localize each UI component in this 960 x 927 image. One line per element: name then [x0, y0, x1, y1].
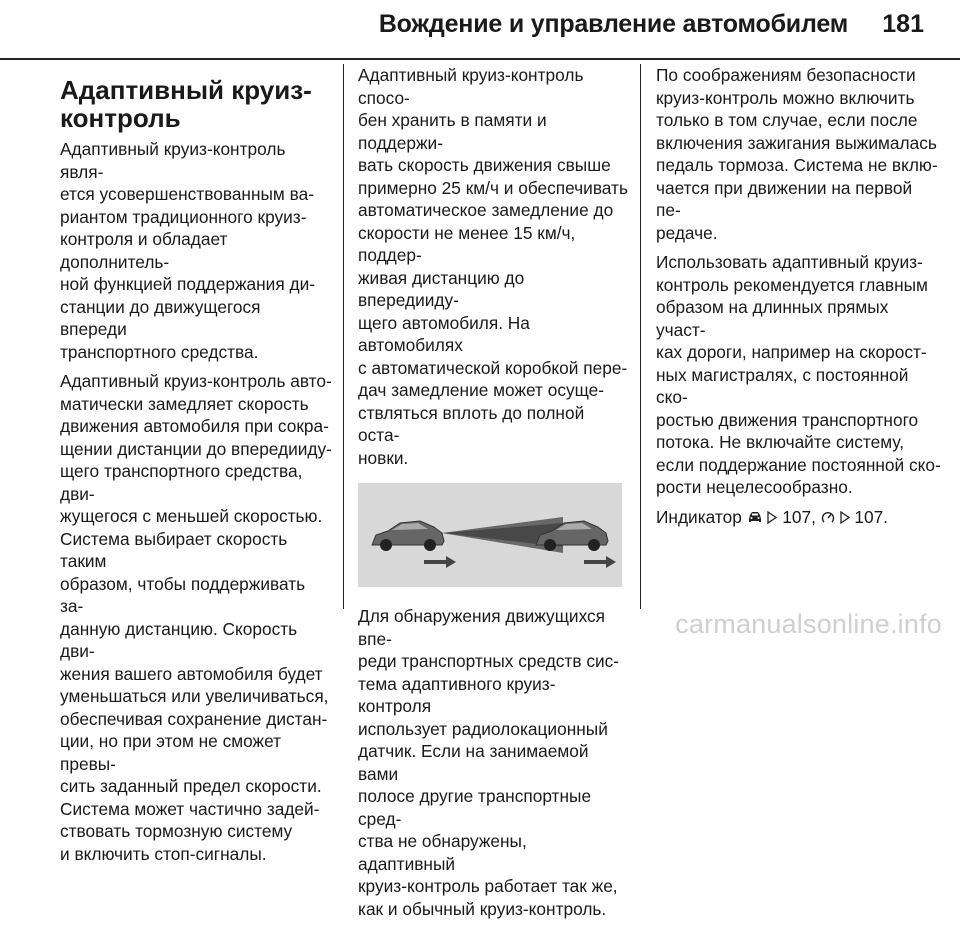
direction-arrow-icon — [584, 556, 616, 568]
acc-illustration — [358, 483, 622, 587]
direction-arrow-icon — [424, 556, 456, 568]
following-car-icon — [372, 521, 444, 551]
cruise-icon — [821, 506, 835, 529]
col1-paragraph-2: Адаптивный круиз-контроль авто- матически замедляет скорость движения автомобиля при сокра- щении дистанции до впередииду- щего транспортного средства, дви- жущегося с меньшей скоростью. Система выбирает скорость таким образом, чтобы поддерживать за- данную дистанцию. Скорость дви- жения вашего автомобиля будет уменьшаться или увеличиваться, обеспечивая сохранение дистан- ции, но при этом не сможет превы- сить заданный предел скорости. Система может частично задей- ствовать тормозную систему и включить стоп-сигналы. — [60, 371, 332, 864]
header-title: Вождение и управление автомобилем — [378, 10, 848, 38]
reference-arrow-icon[interactable] — [840, 506, 850, 529]
car-icon — [747, 506, 763, 529]
reference-arrow-icon[interactable] — [767, 506, 777, 529]
indicator-line — [656, 506, 941, 529]
page-reference-2[interactable]: 107. — [854, 506, 888, 527]
section-title: Адаптивный круиз- контроль — [60, 75, 312, 133]
column-1 — [60, 64, 332, 872]
col1-paragraph-1: Адаптивный круиз-контроль явля- ется усовершенствованным ва- риантом традиционного круиз- контроля и обладает дополнитель- ной функцией поддержания ди- станции до движущегося впереди транспортного средства. — [60, 139, 315, 362]
acc-diagram-svg — [358, 483, 622, 587]
page-number: 181 — [882, 10, 924, 38]
header-rule — [0, 58, 960, 60]
column-divider-1 — [343, 64, 344, 609]
col3-paragraph-1: По соображениям безопасности круиз-контроль можно включить только в том случае, если после включения зажигания выжималась педаль тормоза. Система не вклю- чается при движении на первой пе- редаче. — [656, 65, 938, 243]
col2-paragraph-1: Адаптивный круиз-контроль спосо- бен хранить в памяти и поддержи- вать скорость движения свыше примерно 25 км/ч и обеспечивать автоматическое замедление до скорости не менее 15 км/ч, поддер- живая дистанцию до впередииду- щего автомобиля. На автомобилях с автоматической коробкой пере- дач замедление может осуще- ствляться вплоть до полной оста- новки. — [358, 65, 628, 468]
col2-paragraph-2: Для обнаружения движущихся впе- реди транспортных средств сис- тема адаптивного круиз-контроля использует радиолокационный датчик. Если на занимаемой вами полосе другие транспортные сред- ства не обнаружены, адаптивный круиз-контроль работает так же, как и обычный круиз-контроль. — [358, 606, 620, 919]
column-divider-2 — [640, 64, 641, 609]
column-2 — [358, 64, 628, 927]
column-3 — [656, 64, 941, 535]
page-header — [0, 0, 960, 60]
page-reference-1[interactable]: 107, — [782, 506, 816, 527]
watermark: carmanualsonline.info — [675, 609, 942, 639]
indicator-label: Индикатор — [656, 506, 742, 527]
col3-paragraph-2: Использовать адаптивный круиз- контроль рекомендуется главным образом на длинных прямых участ- ках дороги, например на скорост- ных магистралях, с постоянной ско- ростью движения транспортного потока. Не включайте систему, если поддержание постоянной ско- рости нецелесообразно. — [656, 252, 941, 497]
